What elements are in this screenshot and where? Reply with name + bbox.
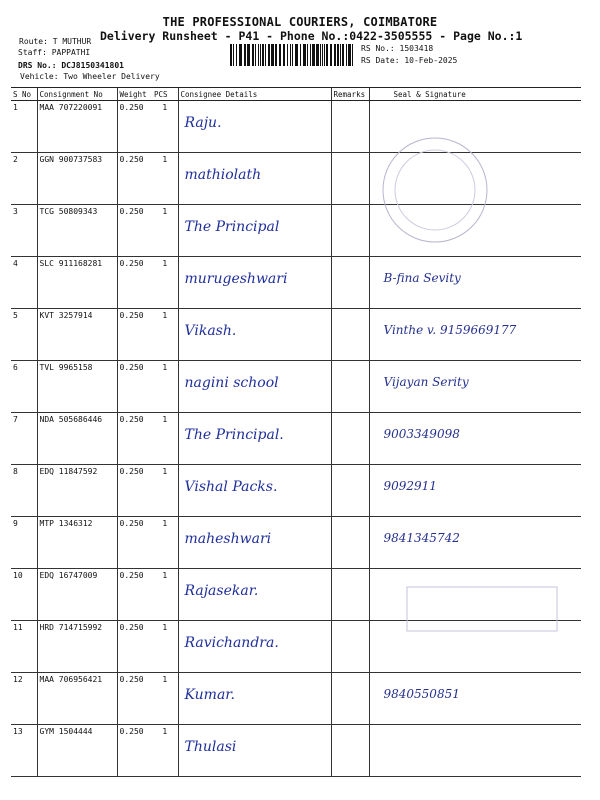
row-signature: 9092911 — [369, 465, 581, 517]
row-consignee: murugeshwari — [178, 257, 331, 309]
row-signature: 9841345742 — [369, 517, 581, 569]
row-consignment-no: EDQ 11847592 — [37, 465, 117, 517]
col-consignment-header: Consignment No — [37, 88, 117, 101]
row-consignee: The Principal. — [178, 413, 331, 465]
row-consignment-no: EDQ 16747009 — [37, 569, 117, 621]
row-pcs: 1 — [152, 413, 178, 465]
row-consignment-no: GGN 900737583 — [37, 153, 117, 205]
barcode-bar — [239, 44, 242, 66]
row-weight: 0.250 — [117, 205, 152, 257]
row-consignee: Rajasekar. — [178, 569, 331, 621]
row-signature: 9840550851 — [369, 673, 581, 725]
col-sno-header: S No — [11, 88, 37, 101]
row-pcs: 1 — [152, 153, 178, 205]
row-weight: 0.250 — [117, 153, 152, 205]
barcode-bar — [295, 44, 298, 66]
row-sno: 10 — [11, 569, 37, 621]
barcode-bar — [337, 44, 339, 66]
row-consignment-no: KVT 3257914 — [37, 309, 117, 361]
row-remarks — [331, 517, 369, 569]
rectangular-stamp — [405, 585, 565, 635]
row-weight: 0.250 — [117, 725, 152, 777]
row-consignee: maheshwari — [178, 517, 331, 569]
row-pcs: 1 — [152, 205, 178, 257]
table-row — [11, 465, 581, 517]
barcode-bar — [290, 44, 291, 66]
table-row — [11, 309, 581, 361]
barcode-bar — [268, 44, 270, 66]
rs-number: RS No.: 1503418 — [361, 44, 434, 53]
row-consignment-no: NDA 505686446 — [37, 413, 117, 465]
barcode-bar — [316, 44, 319, 66]
barcode-bar — [236, 44, 237, 66]
row-weight: 0.250 — [117, 621, 152, 673]
row-consignee: Thulasi — [178, 725, 331, 777]
row-weight: 0.250 — [117, 101, 152, 153]
table-row — [11, 725, 581, 777]
company-title: THE PROFESSIONAL COURIERS, COIMBATORE — [162, 15, 438, 29]
barcode-bar — [303, 44, 306, 66]
barcode-bar — [287, 44, 288, 66]
barcode-bar — [271, 44, 274, 66]
row-pcs: 1 — [152, 673, 178, 725]
row-remarks — [331, 413, 369, 465]
row-sno: 12 — [11, 673, 37, 725]
drs-label: DRS No.: — [18, 61, 57, 70]
row-pcs: 1 — [152, 517, 178, 569]
row-consignee: Kumar. — [178, 673, 331, 725]
barcode-bar — [275, 44, 277, 66]
barcode-bar — [330, 44, 332, 66]
barcode-bar — [244, 44, 246, 66]
staff-label: Staff: PAPPATHI — [18, 48, 91, 57]
row-sno: 6 — [11, 361, 37, 413]
row-sno: 1 — [11, 101, 37, 153]
route-label: Route: T MUTHUR — [19, 37, 92, 46]
runsheet-title: Delivery Runsheet - P41 - Phone No.:0422-3505555 - Page No.:1 — [100, 29, 523, 43]
rs-date: RS Date: 10-Feb-2025 — [361, 56, 458, 65]
row-sno: 8 — [11, 465, 37, 517]
row-pcs: 1 — [152, 621, 178, 673]
row-consignment-no: TCG 50809343 — [37, 205, 117, 257]
barcode-bar — [255, 44, 256, 66]
barcode-bar — [262, 44, 264, 66]
vehicle-label: Vehicle: Two Wheeler Delivery — [20, 72, 160, 81]
row-pcs: 1 — [152, 569, 178, 621]
row-remarks — [331, 257, 369, 309]
row-consignee: Ravichandra. — [178, 621, 331, 673]
barcode-bar — [260, 44, 261, 66]
row-remarks — [331, 725, 369, 777]
row-remarks — [331, 569, 369, 621]
barcode-bar — [312, 44, 315, 66]
row-pcs: 1 — [152, 309, 178, 361]
row-remarks — [331, 309, 369, 361]
row-consignment-no: GYM 1504444 — [37, 725, 117, 777]
row-signature: Vinthe v. 9159669177 — [369, 309, 581, 361]
row-sno: 2 — [11, 153, 37, 205]
col-weight-header: Weight — [117, 88, 152, 101]
row-remarks — [331, 153, 369, 205]
row-remarks — [331, 673, 369, 725]
barcode-bar — [283, 44, 285, 66]
row-remarks — [331, 205, 369, 257]
row-remarks — [331, 101, 369, 153]
row-consignee: The Principal — [178, 205, 331, 257]
barcode-bar — [233, 44, 234, 66]
row-weight: 0.250 — [117, 569, 152, 621]
barcode-bar — [334, 44, 336, 66]
row-signature: Vijayan Serity — [369, 361, 581, 413]
row-consignment-no: MAA 706956421 — [37, 673, 117, 725]
row-weight: 0.250 — [117, 257, 152, 309]
row-remarks — [331, 361, 369, 413]
row-consignment-no: SLC 911168281 — [37, 257, 117, 309]
row-weight: 0.250 — [117, 413, 152, 465]
row-signature: B-fina Sevity — [369, 257, 581, 309]
row-pcs: 1 — [152, 361, 178, 413]
row-consignee: Vishal Packs. — [178, 465, 331, 517]
row-sno: 9 — [11, 517, 37, 569]
row-consignee: Vikash. — [178, 309, 331, 361]
barcode-image — [230, 44, 354, 66]
col-signature-header: Seal & Signature — [369, 88, 581, 101]
round-seal-stamp — [370, 135, 500, 245]
barcode-bar — [322, 44, 323, 66]
row-weight: 0.250 — [117, 673, 152, 725]
row-consignment-no: TVL 9965158 — [37, 361, 117, 413]
row-consignee: mathiolath — [178, 153, 331, 205]
row-weight: 0.250 — [117, 309, 152, 361]
row-signature — [369, 725, 581, 777]
table-row — [11, 257, 581, 309]
barcode-bar — [326, 44, 328, 66]
barcode-bar — [340, 44, 341, 66]
barcode-bar — [320, 44, 321, 66]
table-row — [11, 673, 581, 725]
barcode-bar — [230, 44, 232, 66]
row-pcs: 1 — [152, 101, 178, 153]
row-sno: 7 — [11, 413, 37, 465]
row-sno: 4 — [11, 257, 37, 309]
row-pcs: 1 — [152, 725, 178, 777]
barcode-bar — [352, 44, 353, 66]
table-row — [11, 413, 581, 465]
barcode-bar — [307, 44, 308, 66]
barcode-bar — [342, 44, 344, 66]
row-consignment-no: MAA 707220091 — [37, 101, 117, 153]
barcode-bar — [348, 44, 351, 66]
table-row — [11, 517, 581, 569]
col-pcs-header: PCS — [152, 88, 178, 101]
barcode-bar — [292, 44, 293, 66]
barcode-bar — [310, 44, 311, 66]
row-consignment-no: HRD 714715992 — [37, 621, 117, 673]
barcode-bar — [247, 44, 250, 66]
row-pcs: 1 — [152, 465, 178, 517]
barcode-bar — [252, 44, 254, 66]
table-row — [11, 361, 581, 413]
table-header-row — [11, 88, 581, 101]
row-remarks — [331, 621, 369, 673]
row-sno: 11 — [11, 621, 37, 673]
row-pcs: 1 — [152, 257, 178, 309]
barcode-bar — [258, 44, 259, 66]
drs-number — [18, 61, 124, 70]
barcode-bar — [324, 44, 325, 66]
col-remarks-header: Remarks — [331, 88, 369, 101]
row-sno: 5 — [11, 309, 37, 361]
row-weight: 0.250 — [117, 465, 152, 517]
col-consignee-header: Consignee Details — [178, 88, 331, 101]
row-sno: 13 — [11, 725, 37, 777]
barcode-bar — [265, 44, 266, 66]
drs-value: DCJ8150341801 — [61, 61, 124, 70]
row-weight: 0.250 — [117, 517, 152, 569]
barcode-bar — [279, 44, 281, 66]
row-consignment-no: MTP 1346312 — [37, 517, 117, 569]
row-consignee: Raju. — [178, 101, 331, 153]
row-weight: 0.250 — [117, 361, 152, 413]
row-remarks — [331, 465, 369, 517]
barcode-bar — [300, 44, 301, 66]
barcode-bar — [346, 44, 347, 66]
row-sno: 3 — [11, 205, 37, 257]
row-consignee: nagini school — [178, 361, 331, 413]
row-signature: 9003349098 — [369, 413, 581, 465]
